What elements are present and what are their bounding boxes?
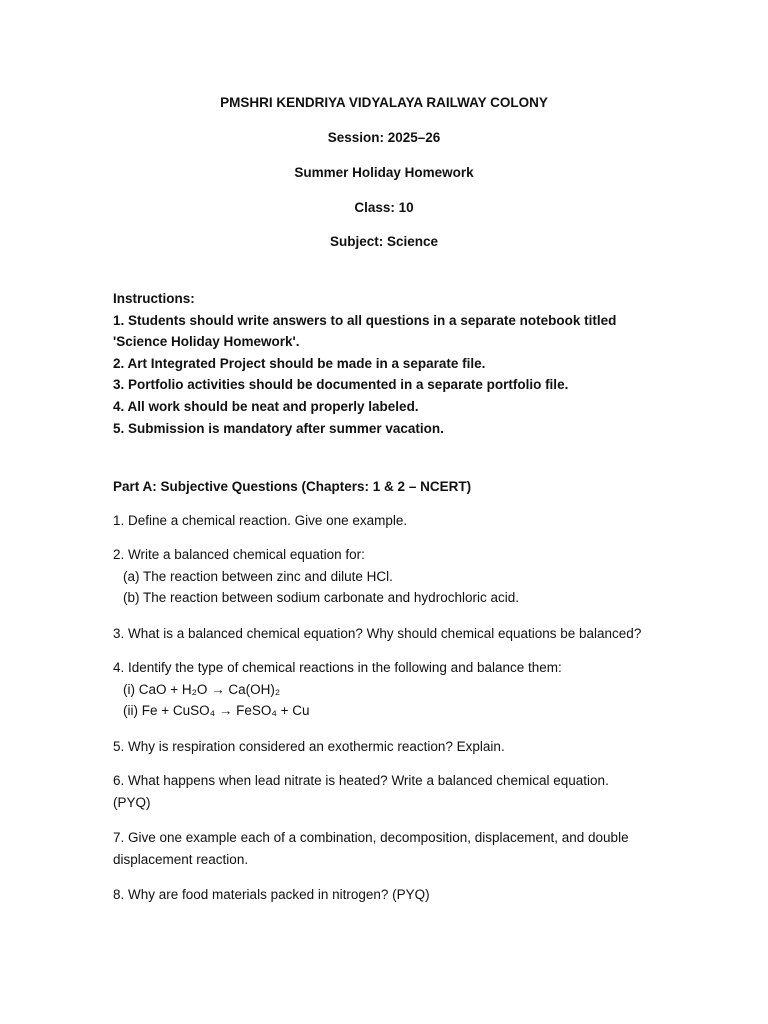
question-1 bbox=[113, 510, 673, 532]
question-3 bbox=[113, 623, 713, 645]
subject-line: Subject: Science bbox=[329, 234, 439, 249]
question-6 bbox=[113, 770, 673, 813]
question-7 bbox=[113, 827, 673, 870]
question-4 bbox=[113, 657, 673, 722]
question-4-equation-ii: (ii) Fe + CuSO₄ → FeSO₄ + Cu bbox=[123, 703, 310, 719]
instruction-item: 'Science Holiday Homework'. bbox=[113, 334, 300, 350]
instructions-heading: Instructions: bbox=[113, 291, 195, 306]
question-1-text: 1. Define a chemical reaction. Give one example. bbox=[113, 513, 408, 528]
question-5 bbox=[113, 736, 673, 758]
question-5-text: 5. Why is respiration considered an exothermic reaction? Explain. bbox=[113, 739, 505, 754]
question-2-part-b: (b) The reaction between sodium carbonate and hydrochloric acid. bbox=[123, 590, 519, 606]
instruction-item: 5. Submission is mandatory after summer vacation. bbox=[113, 420, 444, 436]
part-a-heading-text: Part A: Subjective Questions (Chapters: 1 & 2 – NCERT) bbox=[113, 479, 472, 494]
question-2 bbox=[113, 544, 673, 609]
session-line: Session: 2025–26 bbox=[327, 130, 441, 145]
instruction-item: 2. Art Integrated Project should be made in a separate file. bbox=[113, 355, 486, 371]
question-2-part-a: (a) The reaction between zinc and dilute HCl. bbox=[123, 568, 393, 584]
instruction-item: 4. All work should be neat and properly labeled. bbox=[113, 398, 419, 414]
school-name: PMSHRI KENDRIYA VIDYALAYA RAILWAY COLONY bbox=[220, 95, 548, 110]
question-3-text: 3. What is a balanced chemical equation? Why should chemical equations be balanced? bbox=[113, 626, 642, 641]
question-2-stem: 2. Write a balanced chemical equation for: bbox=[113, 547, 365, 562]
question-7-line-1: 7. Give one example each of a combination, decomposition, displacement, and double bbox=[113, 830, 629, 845]
instruction-item: 3. Portfolio activities should be documented in a separate portfolio file. bbox=[113, 377, 569, 393]
instructions-section bbox=[113, 288, 673, 439]
question-8 bbox=[113, 884, 673, 906]
question-6-line-1: 6. What happens when lead nitrate is heated? Write a balanced chemical equation. bbox=[113, 773, 609, 788]
question-4-equation-i: (i) CaO + H₂O → Ca(OH)₂ bbox=[123, 681, 281, 697]
class-line: Class: 10 bbox=[354, 200, 414, 215]
homework-title: Summer Holiday Homework bbox=[294, 165, 474, 180]
question-4-stem: 4. Identify the type of chemical reactions in the following and balance them: bbox=[113, 660, 562, 675]
question-7-line-2: displacement reaction. bbox=[113, 851, 249, 867]
instruction-item: 1. Students should write answers to all questions in a separate notebook titled bbox=[113, 312, 617, 328]
question-8-text: 8. Why are food materials packed in nitrogen? (PYQ) bbox=[113, 887, 430, 902]
part-a-heading bbox=[113, 476, 673, 498]
question-6-line-2: (PYQ) bbox=[113, 794, 151, 810]
